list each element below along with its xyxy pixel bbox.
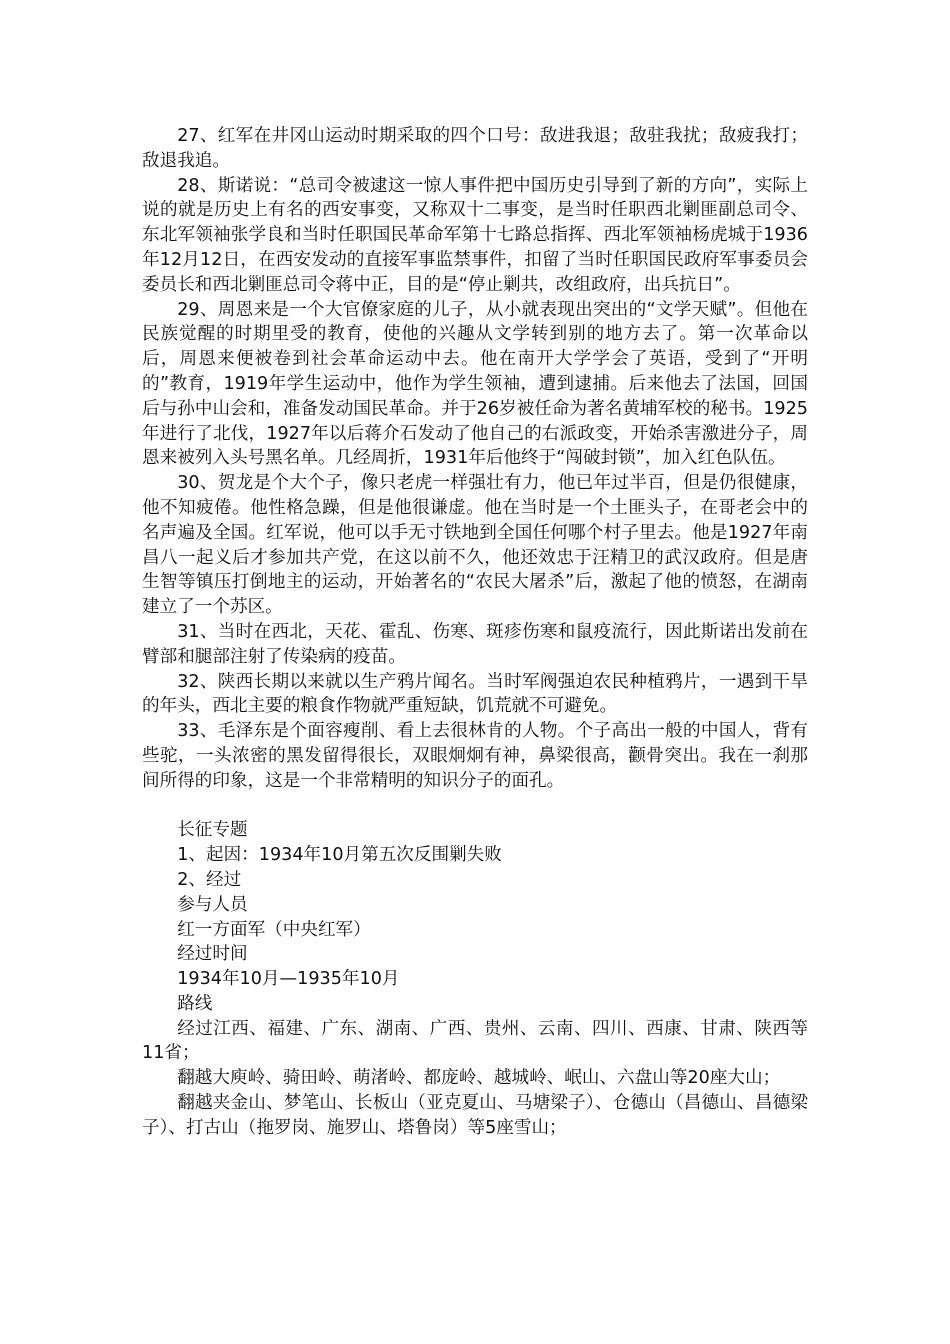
blank-line — [142, 794, 808, 819]
section-title: 长征专题 — [177, 820, 248, 841]
paragraph-31: 31、当时在西北，天花、霍乱、伤寒、斑疹伤寒和鼠疫流行，因此斯诺出发前在臂部和腿部注射了传染病的疫苗。 — [142, 621, 808, 667]
paragraph-32: 32、陕西长期以来就以生产鸦片闻名。当时军阀强迫农民种植鸦片，一遇到干旱的年头，西北主要的粮食作物就严重短缺，饥荒就不可避免。 — [142, 671, 808, 717]
section-cause: 1、起因：1934年10月第五次反围剿失败 — [177, 845, 502, 866]
route-mountains: 翻越大庾岭、骑田岭、萌渚岭、都庞岭、越城岭、岷山、六盘山等20座大山； — [177, 1068, 781, 1089]
participants-value: 红一方面军（中央红军） — [177, 919, 371, 940]
route-snow-mountains: 翻越夹金山、梦笔山、长板山（亚克夏山、马塘梁子）、仓德山（昌德山、昌德梁子）、打古山（拖罗岗、施罗山、塔鲁岗）等5座雪山； — [142, 1093, 808, 1138]
paragraph-33: 33、毛泽东是个面容瘦削、看上去很林肯的人物。个子高出一般的中国人，背有些驼，一头浓密的黑发留得很长，双眼炯炯有神，鼻梁很高，颧骨突出。我在一刹那间所得的印象，这是一个非常精明的知识分子的面孔。 — [142, 721, 808, 791]
time-value: 1934年10月—1935年10月 — [177, 969, 400, 990]
paragraph-27: 27、红军在井冈山运动时期采取的四个口号：敌进我退；敌驻我扰；敌疲我打；敌退我追。 — [142, 126, 808, 171]
document-page — [142, 124, 808, 1141]
route-label: 路线 — [177, 993, 213, 1014]
paragraph-29: 29、周恩来是一个大官僚家庭的儿子，从小就表现出突出的“文学天赋”。但他在民族觉醒的时期里受的教育，使他的兴趣从文学转到别的地方去了。第一次革命以后，周恩来便被卷到社会革命运动中去。他在南开大学学会了英语，受到了“开明的”教育，1919年学生运动中，他作为学生领袖，遭到逮捕。后来他去了法国，回国后与孙中山会和，准备发动国民革命。并于26岁被任命为著名黄埔军校的秘书。1925年进行了北伐，1927年以后蒋介石发动了他自己的右派政变，开始杀害激进分子，周恩来被列入头号黑名单。几经周折，1931年后他终于“闯破封锁”，加入红色队伍。 — [142, 299, 808, 469]
section-process-heading: 2、经过 — [177, 869, 242, 890]
paragraph-30: 30、贺龙是个大个子，像只老虎一样强壮有力，他已年过半百，但是仍很健康，他不知疲倦。他性格急躁，但是他很谦虚。他在当时是一个土匪头子，在哥老会中的名声遍及全国。红军说，他可以手无寸铁地到全国任何哪个村子里去。他是1927年南昌八一起义后才参加共产党，在这以前不久，他还效忠于汪精卫的武汉政府。但是唐生智等镇压打倒地主的运动，开始著名的“农民大屠杀”后，激起了他的愤怒，在湖南建立了一个苏区。 — [142, 473, 808, 618]
paragraph-28: 28、斯诺说：“总司令被逮这一惊人事件把中国历史引导到了新的方向”，实际上说的就是历史上有名的西安事变，又称双十二事变，是当时任职西北剿匪副总司令、东北军领袖张学良和当时任职国民革命军第十七路总指挥、西北军领袖杨虎城于1936年12月12日，在西安发动的直接军事监禁事件，扣留了当时任职国民政府军事委员会委员长和西北剿匪总司令蒋中正，目的是“停止剿共，改组政府，出兵抗日”。 — [142, 175, 808, 295]
time-label: 经过时间 — [177, 944, 248, 965]
participants-label: 参与人员 — [177, 894, 248, 915]
route-provinces: 经过江西、福建、广东、湖南、广西、贵州、云南、四川、西康、甘肃、陕西等11省； — [142, 1018, 808, 1064]
